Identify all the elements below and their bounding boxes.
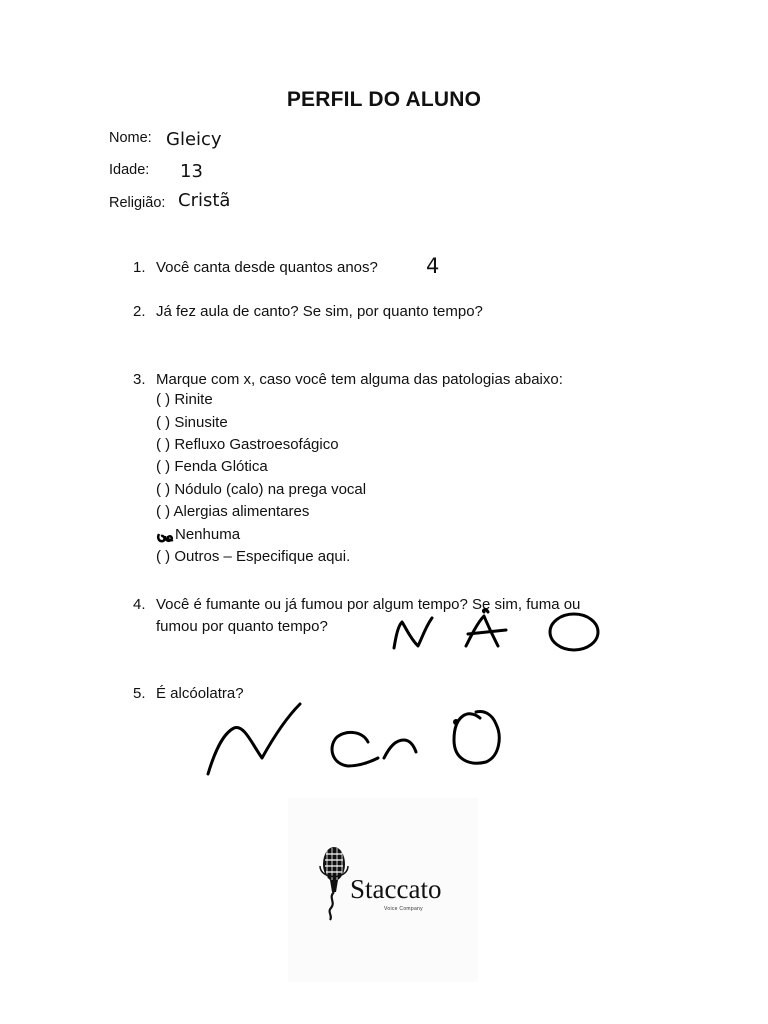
option-nenhuma[interactable]: Nenhuma bbox=[175, 526, 241, 543]
question-text: Marque com x, caso você tem alguma das patologias abaixo: bbox=[156, 371, 563, 388]
question-text: Você canta desde quantos anos? bbox=[156, 259, 378, 276]
option-fenda-glotica[interactable]: ( ) Fenda Glótica bbox=[156, 458, 268, 475]
question-text-continued: fumou por quanto tempo? bbox=[156, 618, 328, 635]
option-alergias[interactable]: ( ) Alergias alimentares bbox=[156, 503, 310, 520]
microphone-icon bbox=[318, 846, 350, 922]
question-number: 5. bbox=[133, 685, 146, 702]
logo-brand-name: Staccato bbox=[350, 874, 442, 904]
age-label: Idade: bbox=[109, 162, 150, 178]
age-value: 13 bbox=[180, 161, 203, 182]
answer-1: 4 bbox=[426, 254, 440, 278]
option-refluxo[interactable]: ( ) Refluxo Gastroesofágico bbox=[156, 436, 339, 453]
staccato-logo bbox=[288, 798, 478, 982]
question-number: 4. bbox=[133, 596, 146, 613]
page-title: PERFIL DO ALUNO bbox=[286, 88, 482, 111]
handwritten-answer-4 bbox=[388, 608, 608, 656]
checkbox-mark-icon bbox=[156, 530, 176, 546]
name-value: Gleicy bbox=[166, 129, 222, 150]
religion-value: Cristã bbox=[178, 190, 231, 211]
question-number: 1. bbox=[133, 259, 146, 276]
question-text: Você é fumante ou já fumou por algum tempo? Se sim, fuma ou bbox=[156, 596, 581, 613]
question-number: 2. bbox=[133, 303, 146, 320]
logo-subtitle: Voice Company bbox=[384, 906, 423, 912]
handwritten-answer-5 bbox=[200, 700, 510, 780]
question-text: Já fez aula de canto? Se sim, por quanto tempo? bbox=[156, 303, 483, 320]
option-nodulo[interactable]: ( ) Nódulo (calo) na prega vocal bbox=[156, 481, 367, 498]
option-outros[interactable]: ( ) Outros – Especifique aqui. bbox=[156, 548, 351, 565]
option-sinusite[interactable]: ( ) Sinusite bbox=[156, 414, 228, 431]
religion-label: Religião: bbox=[109, 195, 166, 211]
question-text: É alcóolatra? bbox=[156, 685, 244, 702]
question-number: 3. bbox=[133, 371, 146, 388]
name-label: Nome: bbox=[109, 130, 152, 146]
option-rinite[interactable]: ( ) Rinite bbox=[156, 391, 213, 408]
